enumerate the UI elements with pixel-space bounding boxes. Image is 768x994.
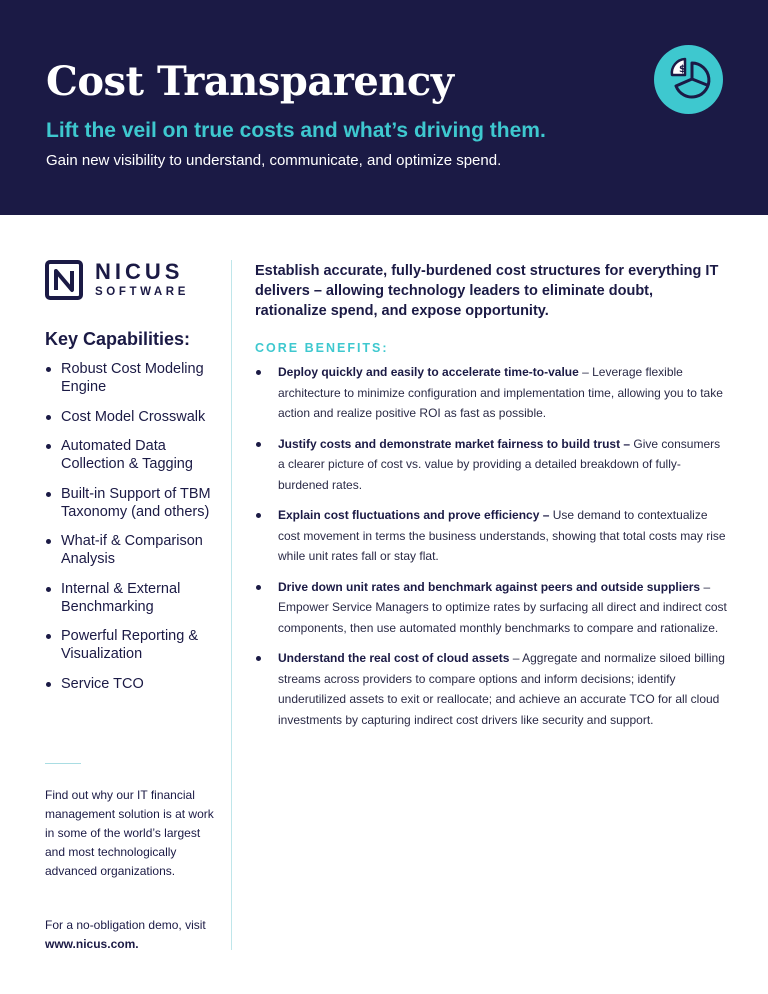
core-benefits-title: CORE BENEFITS: [255,341,389,355]
pie-chart-dollar-icon [654,45,723,114]
benefit-text: Give consumers a clearer picture of cost vs. value by providing a detailed breakdown of fully-burdened rates. [278,436,721,492]
benefit-heading: Explain cost fluctuations and prove efficiency – [278,508,550,522]
benefit-item [255,434,730,496]
cta-demo [45,916,225,954]
benefit-heading: Understand the real cost of cloud assets [278,651,510,665]
capability-item: Automated Data Collection & Tagging [45,437,225,473]
benefit-text: – Empower Service Managers to optimize rates by surfacing all direct and indirect cost components, then use automated monthly benchmarks to compare and rationalize. [278,579,727,635]
page-tagline: Gain new visibility to understand, communicate, and optimize spend. [46,152,502,169]
capability-item: Service TCO [45,675,225,693]
cta-text: Find out why our IT financial management solution is at work in some of the world’s largest and most technologically advanced organizations. [45,788,214,878]
capabilities-title: Key Capabilities: [45,329,191,349]
capability-item: Cost Model Crosswalk [45,408,225,426]
capability-item: Powerful Reporting & Visualization [45,627,225,663]
benefit-heading: Deploy quickly and easily to accelerate time-to-value [278,365,579,379]
benefit-text: – Leverage flexible architecture to minimize configuration and implementation time, allowing you to take action and realize positive ROI as fast as possible. [278,365,723,420]
benefit-item [255,362,730,424]
page-title: Cost Transparency [46,58,454,105]
benefit-item [255,505,730,567]
capabilities-list [45,360,225,704]
benefit-text: – Aggregate and normalize siloed billing streams across providers to compare options and inform decisions; identify underutilized assets to exit or reallocate; and achieve an accurate TCO for all cloud investments by capturing indirect cost drivers like security and support. [278,651,725,727]
divider [45,763,81,764]
capability-item: Built-in Support of TBM Taxonomy (and others) [45,485,225,521]
benefit-heading: Drive down unit rates and benchmark against peers and outside suppliers [278,579,701,594]
capability-item: Internal & External Benchmarking [45,580,225,616]
benefit-item [255,577,730,639]
logo-subword: SOFTWARE [95,286,189,298]
website-link[interactable]: www.nicus.com. [45,937,139,951]
benefit-heading: Justify costs and demonstrate market fairness to build trust – [278,436,631,451]
capability-item: What-if & Comparison Analysis [45,532,225,568]
svg-text:$: $ [679,64,686,75]
core-benefits-list [255,362,730,740]
benefit-text: Use demand to contextualize cost movement in terms the business understands, showing that total costs may rise while unit rates fall or stay flat. [278,508,726,563]
logo-word: NICUS [95,259,184,284]
benefit-item [255,648,730,730]
cta-demo-text: For a no-obligation demo, visit [45,918,206,932]
capability-item: Robust Cost Modeling Engine [45,360,225,396]
page-subtitle: Lift the veil on true costs and what’s driving them. [46,119,546,142]
intro-paragraph: Establish accurate, fully-burdened cost structures for everything IT delivers – allowing technology leaders to eliminate doubt, rationalize spend, and expose opportunity. [255,263,719,319]
header-banner [0,0,768,215]
column-divider [231,260,232,950]
